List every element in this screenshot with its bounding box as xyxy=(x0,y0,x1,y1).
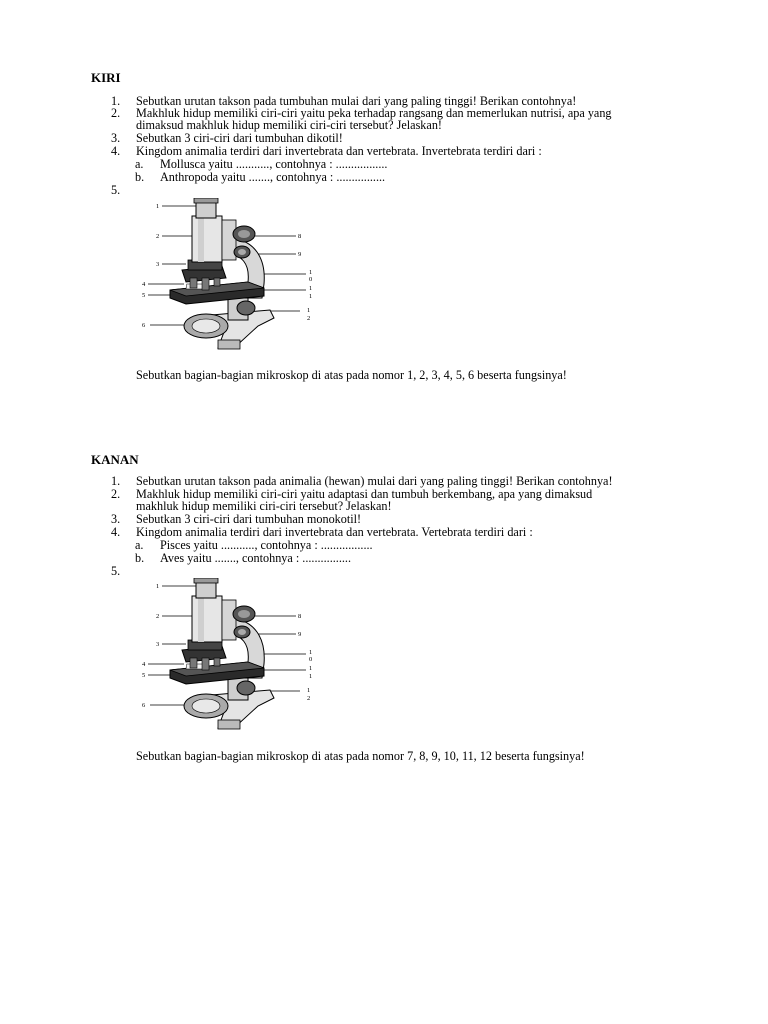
question-number: 5. xyxy=(111,183,121,197)
figure-label: 1 xyxy=(156,203,160,210)
question-text: Kingdom animalia terdiri dari invertebrata dan vertebrata. Vertebrata terdiri dari : xyxy=(136,525,533,539)
question-text: makhluk hidup memiliki ciri-ciri tersebut? Jelaskan! xyxy=(136,499,392,513)
question-number: 1. xyxy=(111,474,121,488)
subitem-letter: a. xyxy=(135,157,144,171)
figure-label: 1 xyxy=(309,293,313,300)
subitem-text: Aves yaitu ......., contohnya : ................ xyxy=(160,551,352,565)
figure-instruction: Sebutkan bagian-bagian mikroskop di atas pada nomor 1, 2, 3, 4, 5, 6 beserta fungsinya! xyxy=(136,368,567,382)
figure-label: 1 xyxy=(307,307,311,314)
subitem-letter: a. xyxy=(135,538,144,552)
figure-label: 1 xyxy=(156,583,160,590)
section-title: KIRI xyxy=(91,70,121,85)
subitem-letter: b. xyxy=(135,551,145,565)
figure-label: 1 xyxy=(309,673,313,680)
question-number: 5. xyxy=(111,564,121,578)
subitem-text: Pisces yaitu ..........., contohnya : ................. xyxy=(160,538,373,552)
figure-label: 6 xyxy=(142,322,146,329)
microscope-illustration xyxy=(138,578,318,738)
question-number: 2. xyxy=(111,106,121,120)
figure-label: 1 xyxy=(309,269,313,276)
figure-label: 0 xyxy=(309,276,313,283)
question-text: dimaksud makhluk hidup memiliki ciri-ciri tersebut? Jelaskan! xyxy=(136,118,442,132)
figure-label: 2 xyxy=(156,613,160,620)
question-number: 3. xyxy=(111,512,121,526)
section-title: KANAN xyxy=(91,452,139,467)
question-number: 4. xyxy=(111,525,121,539)
question-text: Sebutkan 3 ciri-ciri dari tumbuhan monokotil! xyxy=(136,512,362,526)
figure-label: 8 xyxy=(298,233,302,240)
figure-label: 1 xyxy=(309,285,313,292)
question-number: 4. xyxy=(111,144,121,158)
figure-label: 0 xyxy=(309,656,313,663)
microscope-illustration xyxy=(138,198,318,358)
question-number: 3. xyxy=(111,131,121,145)
subitem-text: Mollusca yaitu ..........., contohnya : ................. xyxy=(160,157,388,171)
figure-label: 6 xyxy=(142,702,146,709)
figure-label: 1 xyxy=(309,665,313,672)
subitem-text: Anthropoda yaitu ......., contohnya : ................ xyxy=(160,170,386,184)
figure-instruction: Sebutkan bagian-bagian mikroskop di atas pada nomor 7, 8, 9, 10, 11, 12 beserta fungsinya! xyxy=(136,749,585,763)
figure-label: 9 xyxy=(298,251,302,258)
figure-label: 9 xyxy=(298,631,302,638)
question-number: 1. xyxy=(111,94,121,108)
question-text: Kingdom animalia terdiri dari invertebrata dan vertebrata. Invertebrata terdiri dari : xyxy=(136,144,542,158)
question-text: Makhluk hidup memiliki ciri-ciri yaitu peka terhadap rangsang dan memerlukan nutrisi, apa yang xyxy=(136,106,612,120)
question-text: Sebutkan urutan takson pada tumbuhan mulai dari yang paling tinggi! Berikan contohnya! xyxy=(136,94,577,108)
figure-label: 1 xyxy=(307,687,311,694)
figure-label: 2 xyxy=(156,233,160,240)
figure-label: 5 xyxy=(142,292,146,299)
figure-label: 4 xyxy=(142,661,146,668)
figure-label: 4 xyxy=(142,281,146,288)
figure-label: 3 xyxy=(156,261,160,268)
microscope-figure xyxy=(138,198,318,358)
figure-label: 3 xyxy=(156,641,160,648)
question-text: Sebutkan urutan takson pada animalia (hewan) mulai dari yang paling tinggi! Berikan contohnya! xyxy=(136,474,613,488)
figure-label: 1 xyxy=(309,649,313,656)
microscope-figure xyxy=(138,578,318,738)
question-text: Makhluk hidup memiliki ciri-ciri yaitu adaptasi dan tumbuh berkembang, apa yang dimaksud xyxy=(136,487,593,501)
figure-label: 5 xyxy=(142,672,146,679)
figure-label: 8 xyxy=(298,613,302,620)
subitem-letter: b. xyxy=(135,170,145,184)
question-number: 2. xyxy=(111,487,121,501)
figure-label: 2 xyxy=(307,695,311,702)
question-text: Sebutkan 3 ciri-ciri dari tumbuhan dikotil! xyxy=(136,131,343,145)
figure-label: 2 xyxy=(307,315,311,322)
